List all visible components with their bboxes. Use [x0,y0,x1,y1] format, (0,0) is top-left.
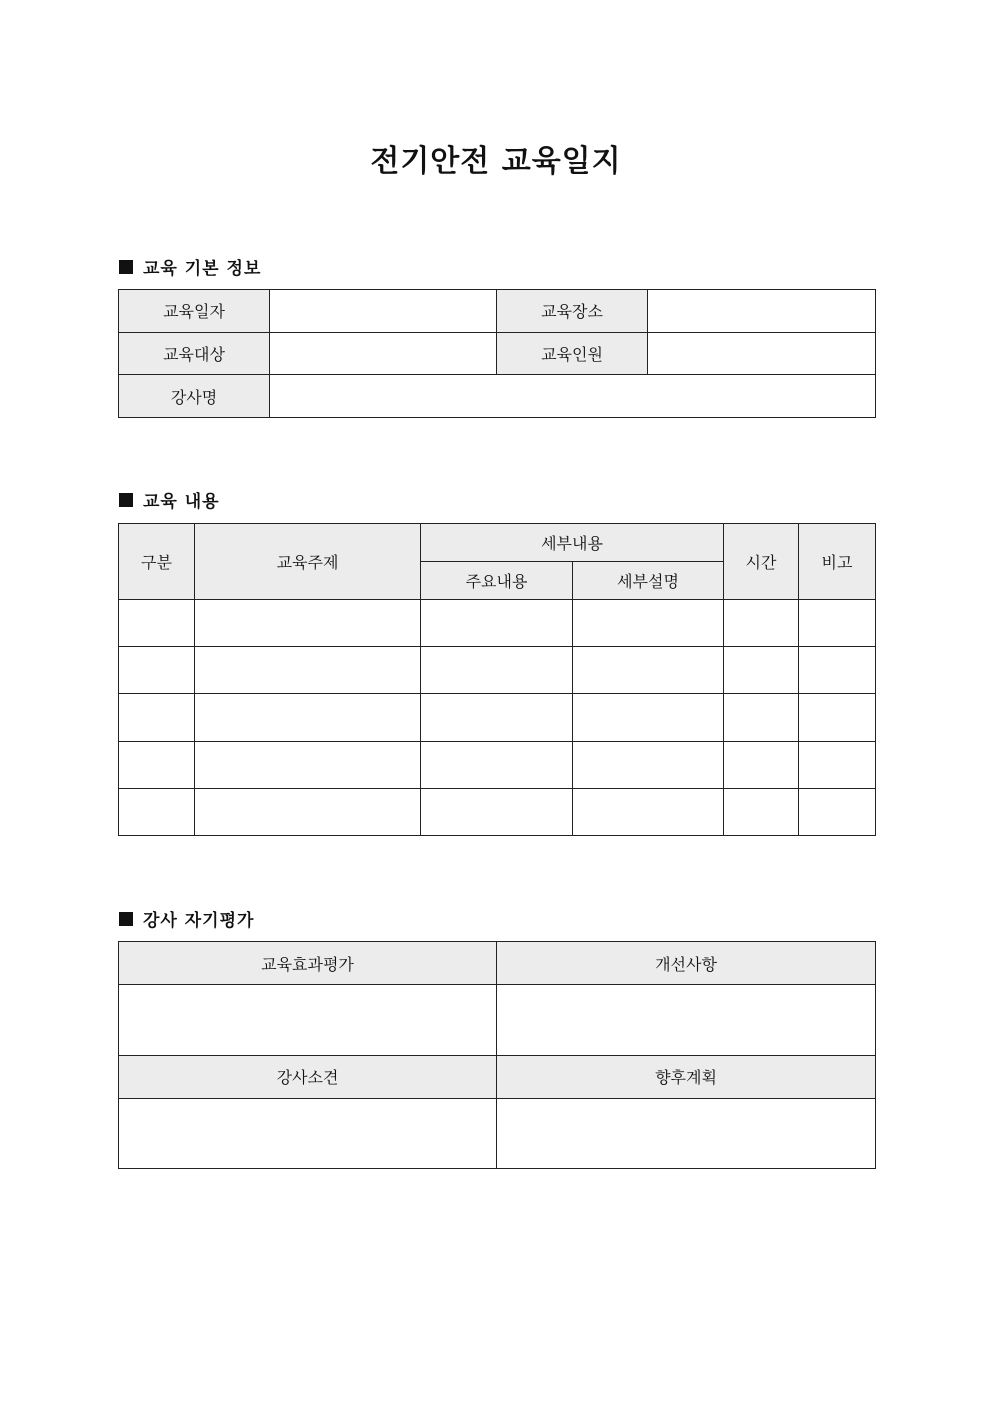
square-bullet-icon [119,493,133,507]
field-headcount[interactable] [648,332,876,375]
label-date: 교육일자 [119,290,270,333]
section-heading-text: 강사 자기평가 [143,911,255,931]
cell-topic[interactable] [195,694,421,741]
field-effect[interactable] [119,985,497,1056]
section-heading-text: 교육 내용 [143,492,220,512]
section-heading-content [119,487,220,512]
table-header-row [119,1055,876,1098]
field-place[interactable] [648,290,876,333]
table-row [119,290,876,333]
square-bullet-icon [119,260,133,274]
cell-time[interactable] [724,741,799,788]
cell-note[interactable] [799,741,876,788]
cell-main[interactable] [421,647,573,694]
field-improvement[interactable] [497,985,876,1056]
field-target[interactable] [270,332,497,375]
self-eval-table [118,941,876,1169]
cell-note[interactable] [799,647,876,694]
table-row [119,788,876,835]
label-headcount: 교육인원 [497,332,648,375]
cell-category[interactable] [119,600,195,647]
header-improvement: 개선사항 [497,942,876,985]
cell-category[interactable] [119,788,195,835]
cell-topic[interactable] [195,788,421,835]
table-row [119,985,876,1056]
header-category: 구분 [119,524,195,600]
table-row [119,1098,876,1169]
field-instructor[interactable] [270,375,876,418]
cell-note[interactable] [799,694,876,741]
label-target: 교육대상 [119,332,270,375]
cell-detail[interactable] [573,647,724,694]
header-detail: 세부설명 [573,562,724,600]
table-row [119,375,876,418]
basic-info-table [118,289,876,418]
cell-time[interactable] [724,647,799,694]
table-header-row [119,524,876,562]
cell-category[interactable] [119,694,195,741]
header-note: 비고 [799,524,876,600]
cell-topic[interactable] [195,741,421,788]
content-table [118,523,876,836]
field-opinion[interactable] [119,1098,497,1169]
cell-category[interactable] [119,741,195,788]
cell-time[interactable] [724,600,799,647]
label-instructor: 강사명 [119,375,270,418]
cell-detail[interactable] [573,694,724,741]
field-plan[interactable] [497,1098,876,1169]
cell-category[interactable] [119,647,195,694]
field-date[interactable] [270,290,497,333]
table-header-row [119,942,876,985]
cell-topic[interactable] [195,600,421,647]
cell-note[interactable] [799,788,876,835]
section-heading-basic-info [119,254,261,279]
header-time: 시간 [724,524,799,600]
cell-main[interactable] [421,694,573,741]
page-title: 전기안전 교육일지 [370,144,622,179]
cell-main[interactable] [421,741,573,788]
cell-main[interactable] [421,600,573,647]
section-heading-text: 교육 기본 정보 [143,259,262,279]
header-topic: 교육주제 [195,524,421,600]
header-effect: 교육효과평가 [119,942,497,985]
header-main: 주요내용 [421,562,573,600]
cell-main[interactable] [421,788,573,835]
label-place: 교육장소 [497,290,648,333]
cell-topic[interactable] [195,647,421,694]
cell-time[interactable] [724,788,799,835]
header-plan: 향후계획 [497,1055,876,1098]
section-heading-self-eval [119,906,254,931]
table-row [119,647,876,694]
cell-note[interactable] [799,600,876,647]
table-row [119,694,876,741]
square-bullet-icon [119,912,133,926]
cell-detail[interactable] [573,788,724,835]
cell-time[interactable] [724,694,799,741]
table-row [119,741,876,788]
table-row [119,600,876,647]
header-opinion: 강사소견 [119,1055,497,1098]
cell-detail[interactable] [573,600,724,647]
header-detail-group: 세부내용 [421,524,724,562]
table-row [119,332,876,375]
cell-detail[interactable] [573,741,724,788]
